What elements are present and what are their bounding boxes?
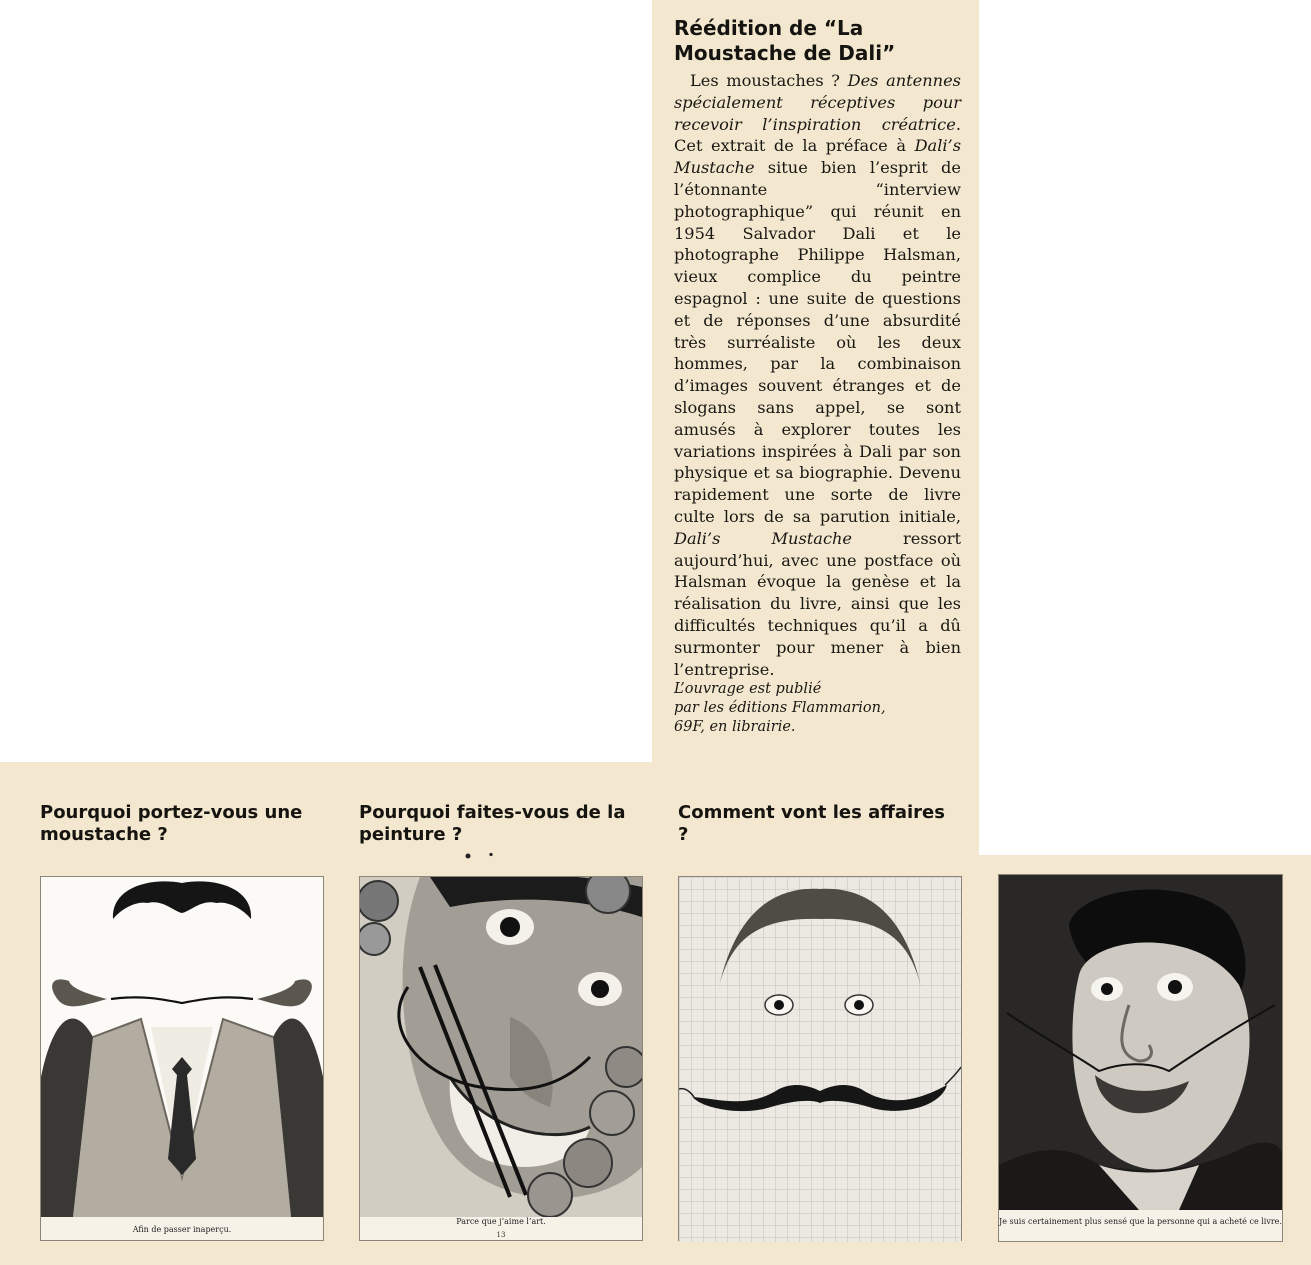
article-column: [674, 16, 961, 737]
photo-plate-4: [998, 874, 1283, 1242]
question-1: Pourquoi portez-vous une moustache ?: [40, 802, 303, 845]
photo-graph-mustache: [679, 877, 961, 1242]
body-intro: Les moustaches ?: [690, 71, 848, 90]
photo-dali-portrait: [999, 875, 1282, 1210]
article-body: [674, 70, 961, 680]
plate-caption: Je suis certainement plus sensé que la personne qui a acheté ce livre.: [999, 1217, 1282, 1226]
plate-page-number: 13: [496, 1231, 506, 1239]
book-title: Dali’s Mustache: [674, 136, 961, 178]
plate-caption: Afin de passer inaperçu.: [132, 1225, 232, 1234]
credit-line: 69F, en librairie.: [674, 719, 796, 736]
body-text-c: ressort aujourd’hui, avec une postface où Halsman évoque la genèse et la réalisation du livre, ainsi que les difficultés techniques qu’il a dû surmonter pour mener à bien l’entreprise.: [674, 528, 961, 679]
body-text-a: . Cet extrait de la préface à: [674, 114, 961, 156]
print-speck: [462, 852, 496, 860]
publisher-credit: [674, 680, 961, 737]
question-3: Comment vont les affaires ?: [678, 802, 945, 845]
photo-mustache-hair-suit: [41, 877, 323, 1217]
question-2: Pourquoi faites-vous de la peinture ?: [359, 802, 626, 845]
plate-caption: Parce que j’aime l’art.: [456, 1217, 546, 1226]
article-headline: Réédition de “La Moustache de Dali”: [674, 16, 896, 65]
book-title: Dali’s Mustache: [674, 528, 853, 548]
preface-quote: Des antennes spécialement réceptives pour recevoir l’inspiration créatrice: [674, 71, 961, 134]
photo-plate-2: [359, 876, 643, 1241]
body-text-b: situe bien l’esprit de l’étonnante “interview photographique” qui réunit en 1954 Salvador Dali et le photographe Philippe Halsman, vieux complice du peintre espagnol : une suite de questions et de réponses d’une absurdité très surréaliste où les deux hommes, par la combinaison d’images souvent étranges et de slogans sans appel, se sont amusés à explorer toutes les variations inspirées à Dali par son physique et sa biographie. Devenu rapidement une sorte de livre culte lors de sa parution initiale,: [674, 158, 961, 526]
credit-line: L’ouvrage est publié: [674, 681, 822, 698]
photo-plate-1: [40, 876, 324, 1241]
photo-plate-3: [678, 876, 962, 1241]
credit-line: par les éditions Flammarion,: [674, 700, 886, 717]
photo-face-coins-brushes: [360, 877, 642, 1217]
